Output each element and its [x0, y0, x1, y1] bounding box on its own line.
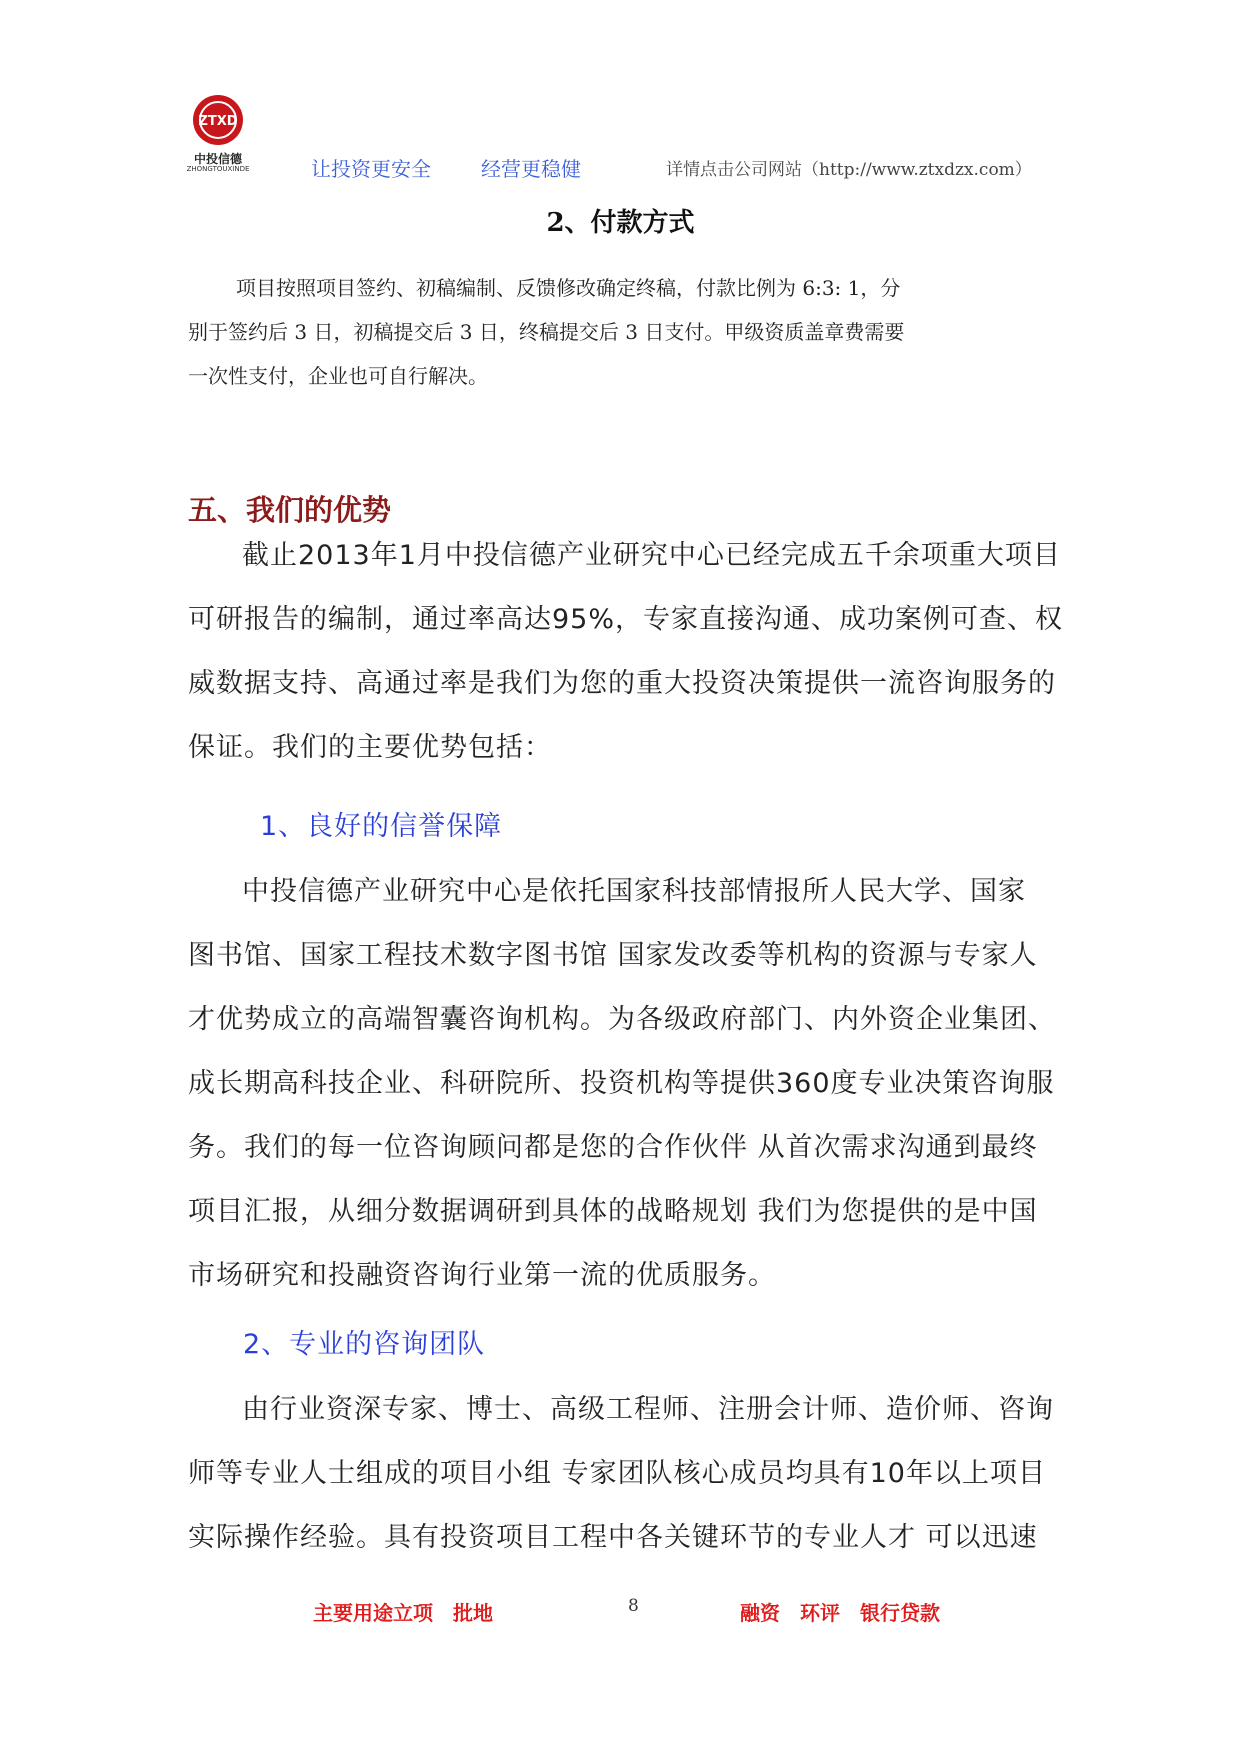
paragraph-line: 实际操作经验。具有投资项目工程中各关键环节的专业人才 可以迅速 [188, 1522, 1038, 1553]
slogan-stable-business: 经营更稳健 [481, 157, 581, 181]
advantages-intro [188, 524, 1068, 780]
paragraph-line: 截止2013年1月中投信德产业研究中心已经完成五千余项重大项目 [242, 540, 1061, 571]
payment-method-title: 2、付款方式 [546, 208, 695, 238]
advantages-heading: 五、我们的优势 [188, 493, 392, 527]
paragraph-line: 别于签约后 3 日，初稿提交后 3 日，终稿提交后 3 日支付。甲级资质盖章费需要 [188, 320, 905, 344]
page-number: 8 [628, 1596, 639, 1616]
subheading-consulting-team: 2、专业的咨询团队 [243, 1329, 486, 1360]
paragraph-line: 成长期高科技企业、科研院所、投资机构等提供360度专业决策咨询服 [188, 1068, 1055, 1099]
paragraph-line: 中投信德产业研究中心是依托国家科技部情报所人民大学、国家 [242, 876, 1026, 907]
paragraph-line: 图书馆、国家工程技术数字图书馆 国家发改委等机构的资源与专家人 [188, 940, 1038, 971]
paragraph-line: 威数据支持、高通过率是我们为您的重大投资决策提供一流咨询服务的 [188, 668, 1056, 699]
logo-icon [183, 92, 253, 154]
payment-paragraph [188, 266, 1068, 398]
paragraph-line: 市场研究和投融资咨询行业第一流的优质服务。 [188, 1260, 776, 1291]
paragraph-line: 项目汇报，从细分数据调研到具体的战略规划 我们为您提供的是中国 [188, 1196, 1038, 1227]
paragraph-line: 一次性支付，企业也可自行解决。 [188, 364, 488, 388]
footer-uses-right: 融资 环评 银行贷款 [740, 1601, 940, 1625]
paragraph-line: 师等专业人士组成的项目小组 专家团队核心成员均具有10年以上项目 [188, 1458, 1046, 1489]
paragraph-line: 才优势成立的高端智囊咨询机构。为各级政府部门、内外资企业集团、 [188, 1004, 1056, 1035]
logo-text: ZTXD [198, 114, 238, 129]
paragraph-line: 务。我们的每一位咨询顾问都是您的合作伙伴 从首次需求沟通到最终 [188, 1132, 1038, 1163]
brand-subtitle: ZHONGTOUXINDE [186, 165, 250, 173]
paragraph-line: 可研报告的编制，通过率高达95%，专家直接沟通、成功案例可查、权 [188, 604, 1064, 635]
footer-uses-left: 主要用途立项 批地 [313, 1601, 493, 1625]
brand-name: 中投信德 [193, 152, 242, 166]
company-website-link[interactable]: 详情点击公司网站（http://www.ztxdzx.com） [666, 160, 1032, 180]
slogan-safe-investment: 让投资更安全 [311, 157, 431, 181]
reputation-paragraph [188, 860, 1068, 1308]
paragraph-line: 项目按照项目签约、初稿编制、反馈修改确定终稿，付款比例为 6:3: 1，分 [236, 276, 901, 300]
paragraph-line: 保证。我们的主要优势包括： [188, 732, 552, 763]
consulting-team-paragraph [188, 1378, 1068, 1570]
paragraph-line: 由行业资深专家、博士、高级工程师、注册会计师、造价师、咨询 [242, 1394, 1054, 1425]
subheading-reputation: 1、良好的信誉保障 [260, 811, 503, 842]
